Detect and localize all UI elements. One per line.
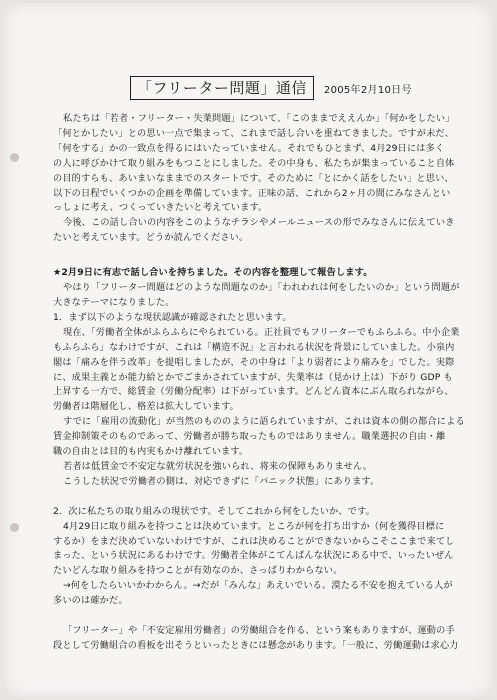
- text-line: まった、という状況にあるわけです。労働者全体がこてんぱんな状況にある中で、いったいぜん: [53, 550, 454, 562]
- text-line: 職の自由とは目的も内実もかけ離れています。: [53, 446, 249, 458]
- newsletter-title: 「フリーター問題」通信: [130, 76, 314, 100]
- text-line: 「何をする」かの一致点を得るにはいたっていません。それでもひとまず、4月29日には多く: [53, 142, 445, 154]
- text-line: すでに「雇用の流動化」が当然のもののように語られていますが、これは資本の側の都合による: [63, 416, 465, 428]
- text-line: 「何とかしたい」との思い一点で集まって、これまで話し合いを重ねてきました。ですが未だ、: [53, 127, 455, 139]
- text-line: っしょに考え、つくっていきたいと考えています。: [53, 202, 268, 214]
- text-line: 以下の日程でいくつかの企画を準備しています。正味の話、これから2ヶ月の間にみなさんとい: [53, 187, 451, 199]
- section-heading: ★2月9日に有志で話し合いを持ちました。その内容を整理して報告します。: [53, 267, 373, 279]
- text-line: やはり「フリーター問題はどのような問題なのか」「われわれは何をしたいのか」という問題が: [63, 282, 460, 294]
- punch-hole: [10, 523, 19, 532]
- text-line: もふらふら」なわけですが、これは「構造不況」と言われる状況を背景にしていました。小泉内: [53, 341, 455, 353]
- text-line: 上昇する一方で、総賃金（労働分配率）は下がっています。どんどん資本にぶん取られながら、: [53, 386, 454, 398]
- text-line: 今後、この話し合いの内容をこのようなチラシやメールニュースの形でみなさんに伝えていき: [63, 217, 455, 229]
- text-line: こうした状況で労働者の側は、対応できずに「パニック状態」にあります。: [63, 475, 380, 487]
- text-line: 労働者は階層化し、格差は拡大しています。: [53, 401, 240, 413]
- text-line: →何をしたらいいかわからん。→だが「みんな」あえいでいる。漠たる不安を抱えている人が: [63, 580, 453, 592]
- text-line: 現在、「労働者全体がふらふらにやられている。正社員でもフリーターでもふらふら。中小企業: [63, 326, 460, 338]
- text-line: 賃金抑制策そのものであって、労働者が勝ち取ったものではありません。職業選択の自由・離: [53, 431, 446, 443]
- newsletter-header: [130, 76, 412, 100]
- text-line: たいどんな取り組みを持つことが有効なのか、さっぱりわからない。: [53, 565, 343, 577]
- text-line: 「フリーター」や「不安定雇用労働者」の労働組合を作る、という案もありますが、運動の手: [63, 625, 455, 637]
- text-line: たいと考えています。どうか読んでください。: [53, 232, 249, 244]
- text-line: 大きなテーマになりました。: [53, 296, 175, 308]
- text-line: に、成果主義とか能力給とかでごまかされていますが、失業率は（見かけ上は）下がり GDP も: [53, 371, 453, 383]
- text-line: 若者は低賃金で不安定な就労状況を強いられ、将来の保障もありません。: [63, 460, 373, 472]
- text-line: 閣は「痛みを伴う改革」を提唱しましたが、その中身は「より弱者により痛みを」でした。実際: [53, 356, 455, 368]
- text-line: するか）をまだ決めていないわけですが、これは決めることができないからこそここまで来てし: [53, 535, 455, 547]
- text-line: 段として労働組合の看板を出そうといったときには懸念があります。「一般に、労働運動は求心力: [53, 640, 459, 651]
- text-line: 4月29日に取り組みを持つことは決めています。ところが何を打ち出すか（何を獲得目標に: [63, 520, 445, 532]
- text-line: 多いのは確かだ。: [53, 595, 128, 607]
- text-line: 私たちは「若者・フリーター・失業問題」について、「このままでええんか」「何かをしたい」: [63, 113, 455, 124]
- list-item-heading: 1．まず以下のような現状認識が確認されたと思います。: [53, 311, 292, 323]
- issue-date: 2005年2月10日号: [323, 84, 412, 96]
- list-item-heading: 2．次に私たちの取り組みの現状です。そしてこれから何をしたいか、です。: [53, 505, 375, 517]
- document-body: [53, 112, 465, 654]
- punch-hole: [10, 153, 19, 162]
- text-line: の人に呼びかけて取り組みをもつことにしました。その中身も、私たちが集まっていること自体: [53, 157, 455, 169]
- text-line: の目的すらも、あいまいなままでのスタートです。そのために「とにかく話をしたい」と思い、: [53, 172, 454, 184]
